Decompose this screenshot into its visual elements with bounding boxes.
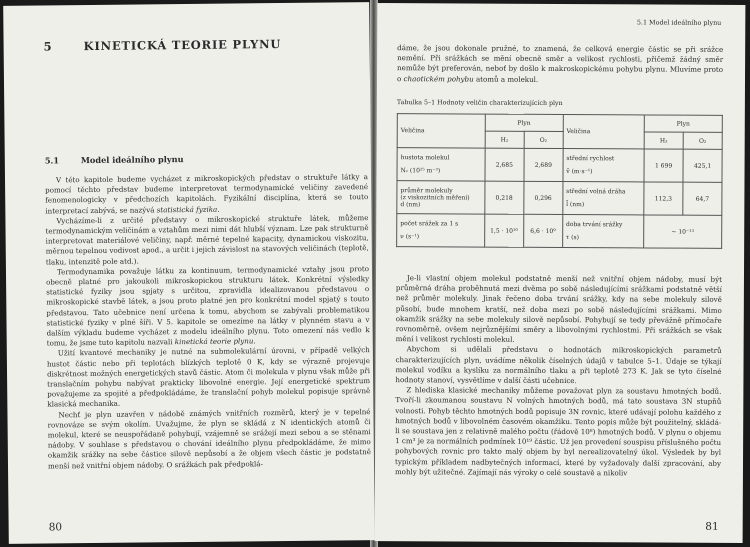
column-header-gas: Plyn <box>644 115 722 132</box>
column-header-quantity: Veličina <box>397 114 485 148</box>
paragraph: Nechť je plyn uzavřen v nádobě známých vnitřních rozměrů, který je v tepelné rovnováze se svým okolím. Uvažujme, že plyn se skládá z N identických atomů či molekul, které se neuspořádaně pohybují, vzájemně se srážejí mezi sebou a se stěnami nádoby. V souhlase s představou o chování ideálního plynu předpokládáme, že mimo okamžik srážky na sebe částice silově nepůsobí a že objem všech částic je podstatně menší než vnitřní objem nádoby. O srážkách pak předpoklá- <box>47 406 371 471</box>
table-row: průměr molekuly (z viskozitních měření) d (nm) 0,218 0,296 střední volná dráha l̄ (nm) 112,3 64,7 <box>397 181 722 216</box>
column-header-o2: O₂ <box>683 132 722 149</box>
table-row: počet srážek za 1 s ν (s⁻¹) 1,5 · 10¹⁰ 6,6 · 10⁹ doba trvání srážky τ (s) ~ 10⁻¹³ <box>397 214 722 249</box>
paragraph: Z hlediska klasické mechaniky můžeme považovat plyn za soustavu hmotných bodů. Tvoří-li zkoumanou soustavu N volných hmotných bodů, má tato soustava 3N stupňů volnosti. Pohyb těchto hmotných bodů popisuje 3N rovnic, které udávají polohu každého z hmotných bodů v libovolném časovém okamžiku. Tento popis může být použitelný, skládá-li se soustava jen z relativně malého počtu (řádově 10⁸) hmotných bodů. V plynu o objemu 1 cm³ je za normálních podmínek 10¹⁹ částic. Už jen provedení souspisu příslušného počtu pohybových rovnic pro takto malý objem by byl nerealizovatelný úkol. Výsledek by byl typickým příkladem nadbytečných informací, které by vyžadovaly další zpracování, aby mohly být užitečné. Zajímají nás výroky o celé soustavě a nikoliv <box>394 385 722 478</box>
paragraph: Vycházíme-li z určité představy o mikroskopické struktuře látek, můžeme termodynamickým veličinám a vztahům mezi nimi dát hlubší význam. Lze pak strukturně interpretovat materiálové veličiny, např. měrné tepelné kapacity, dynamickou viskozitu, měrnou tepelnou vodivost apod., a určit i jejich závislost na stavových veličinách (teplotě, tlaku, intenzitě pole atd.). <box>45 212 369 267</box>
table-row: hustota molekul Nᵥ (10²⁵ m⁻³) 2,685 2,689 střední rychlost v̄ (m·s⁻¹) 1 699 425,1 <box>397 148 722 183</box>
section-heading <box>45 154 184 165</box>
values-table <box>396 113 723 249</box>
paragraph: Je-li vlastní objem molekul podstatně menší než vnitřní objem nádoby, musí být průměrná dráha proběhnutá mezi dvěma po sobě následujícími srážkami podstatně větší než průměr molekuly. Jinak řečeno doba trvání srážky, kdy na sebe molekuly silově působí, bude mnohem kratší, než doba mezi po sobě následujícími srážkami. Mimo okamžik srážky na sebe molekuly silově nepůsobí. Pohybují se tedy převážně přímočaře rovnoměrně, ovšem nejrůznějšími směry a libovolnými rychlostmi. Při srážkách se však mění i velikost rychlosti molekul. <box>395 273 722 344</box>
chapter-heading <box>44 37 282 53</box>
left-page <box>3 2 375 544</box>
column-header-o2: O₂ <box>524 131 563 148</box>
page-number-right: 81 <box>705 520 719 533</box>
table-caption: Tabulka 5–1 Hodnoty veličin charakterizujících plyn <box>396 99 563 108</box>
column-header-gas: Plyn <box>485 114 563 131</box>
paragraph: Užití kvantové mechaniky je nutné na submolekulární úrovni, v případě velkých hustot částic nebo při teplotách blízkých teplotě 0 K, kdy se výrazně projevuje diskrétnost možných energetických stavů částic. Atom či molekula v plynu však může při translačním pohybu nabývat prakticky libovolné energie. Její energetické spektrum považujeme za spojité a předpokládáme, že translační pohyb molekul popisuje správně klasická mechanika. <box>46 345 371 409</box>
paragraph: Termodynamika považuje látku za kontinuum, termodynamické vztahy jsou proto obecně platné pro jakoukoli mikroskopickou strukturu látek. Konkrétní výsledky statistické fyziky jsou spjaty s určitou, zpravidla idealizovanou představou o mikroskopické stavbě látek, a jsou proto platné jen pro konkrétní model spjatý s touto představou. Tato učebnice není určena k tomu, abychom se zabývali problematikou statistické fyziky v plné šíři. V 5. kapitole se omezíme na látky v plynném stavu a v dalším výkladu budeme vycházet z modelu ideálního plynu. Toto omezení nás vedlo k tomu, že jsme tuto kapitolu nazvali kinetická teorie plynu. <box>46 263 370 348</box>
chapter-title: KINETICKÁ TEORIE PLYNU <box>83 37 282 54</box>
page-number-left: 80 <box>48 521 63 534</box>
paragraph: V této kapitole budeme vycházet z mikroskopických představ o struktuře látky a pomocí těchto představ budeme interpretovat termodynamické veličiny zavedené fenomenologicky v předchozích kapitolách. Fyzikální disciplína, která se touto interpretací zabývá, se nazývá statistická fyzika. <box>45 172 369 216</box>
section-title: Model ideálního plynu <box>80 154 184 166</box>
column-header-h2: H₂ <box>644 132 683 149</box>
column-header-quantity: Veličina <box>563 115 644 149</box>
right-top-paragraph: dáme, že jsou dokonale pružné, to znamená, že celková energie částic se při srážce nemění. Při srážkách se mění obecně směr a velikost rychlosti, přičemž žádný směr nemůže být preferován, neboť by došlo k makroskopickému pohybu plynu. Mluvíme proto o chaotickém pohybu atomů a molekul. <box>396 43 724 84</box>
right-page <box>375 3 746 543</box>
section-number: 5.1 <box>44 155 60 166</box>
column-header-h2: H₂ <box>485 131 524 148</box>
chapter-number: 5 <box>43 39 53 54</box>
left-body-text <box>45 172 371 471</box>
running-head: 5.1 Model ideálního plynu <box>636 18 722 27</box>
paragraph: Abychom si udělali představu o hodnotách mikroskopických parametrů charakterizujících plyn, uvádíme několik číselných údajů v tabulce 5–1. Údaje se týkají molekul vodíku a kyslíku za normálního tlaku a při teplotě 273 K. Jak se tyto číselné hodnoty stanoví, vysvětlíme v další části učebnice. <box>395 344 722 386</box>
right-body-text <box>395 273 722 479</box>
